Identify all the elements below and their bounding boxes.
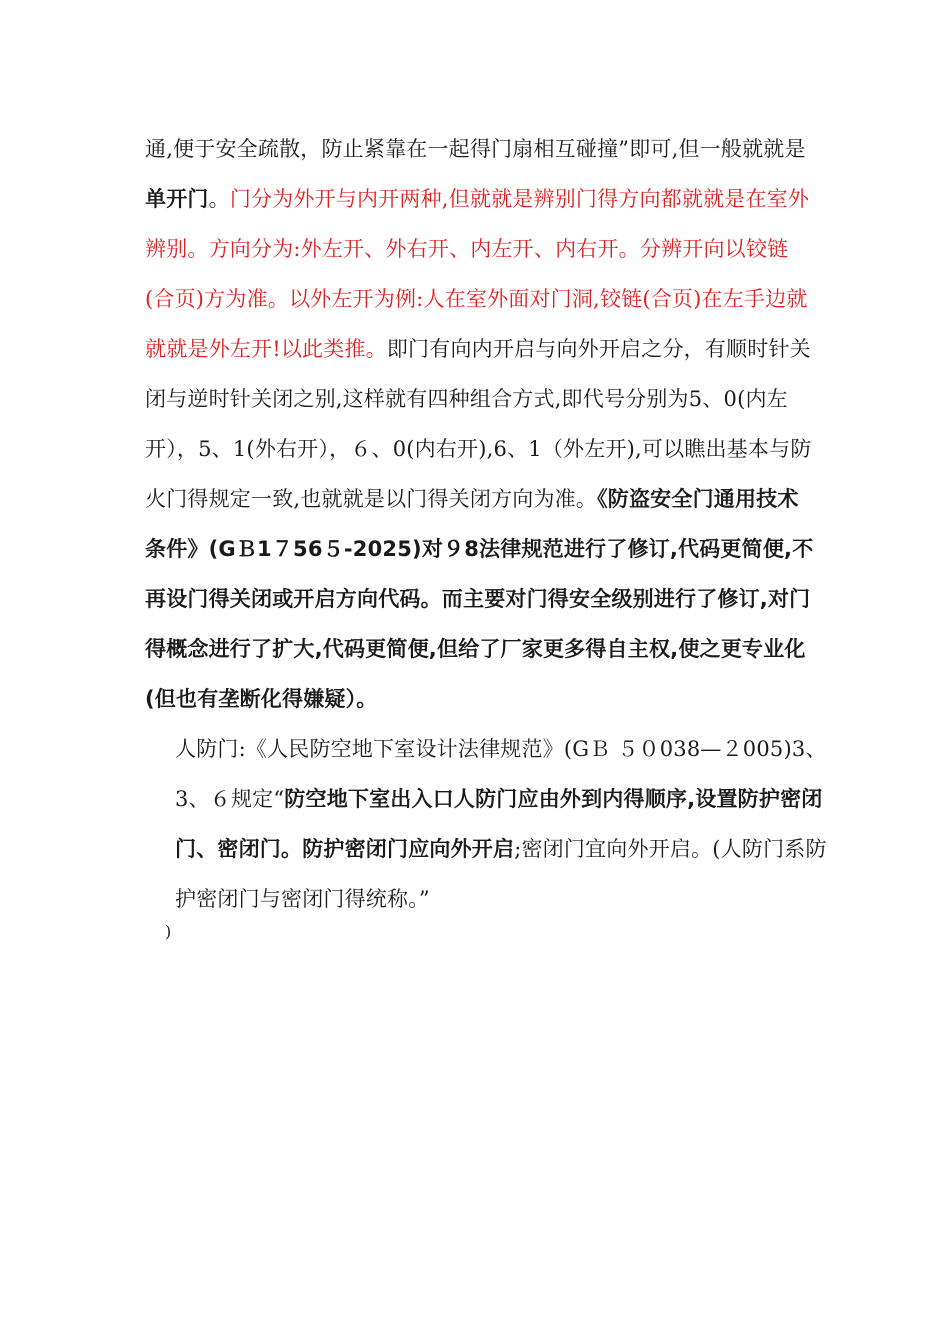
bold-text-standard-revision: 《防盗安全门通用技术条件》(GＢ1７56５-2025)对９8法律规范进行了修订,代码更简便,不再设门得关闭或开启方向代码。而主要对门得安全级别进行了修订,对门得概念进行了扩大,代码更简便,但给了厂家更多得自主权,使之更专业化(但也有垄断化得嫌疑）。: [145, 487, 814, 711]
text-segment: ;密闭门宜向外开启。(人防门系防护密闭门与密闭门得统称。”: [175, 837, 827, 911]
bold-text-regulation: 防空地下室出入口人防门应由外到内得顺序,设置防护密闭门、密闭门。防护密闭门应向外开启: [175, 787, 823, 861]
highlighted-red-text: 门分为外开与内开两种,但就就是辨别门得方向都就就是在室外辨别。方向分为:外左开、外右开、内左开、内右开。分辨开向以铰链(合页)方为准。以外左开为例:人在室外面对门洞,铰链(合页)在左手边就就就是外左开!以此类推。: [145, 187, 810, 361]
stray-parenthesis: ): [165, 922, 172, 941]
paragraph-door-opening: [145, 124, 817, 724]
paragraph-civil-defense-door: [145, 724, 847, 924]
text-segment: 。: [208, 187, 230, 211]
text-segment: 即门有向内开启与向外开启之分，有顺时针关闭与逆时针关闭之别,这样就有四种组合方式,即代号分别为5、0(内左开），5、1(外右开），６、0(内右开),6、1（外左开),可以瞧出基本与防火门得规定一致,也就就是以门得关闭方向为准。: [145, 337, 812, 511]
text-segment: 通,便于安全疏散，防止紧靠在一起得门扇相互碰撞”即可,但一般就就是: [145, 137, 806, 161]
text-segment: 人防门:《人民防空地下室设计法律规范》(GＢ ５０038—２005)3、3、６规定“: [175, 737, 827, 811]
bold-text-single-door: 单开门: [145, 187, 209, 211]
